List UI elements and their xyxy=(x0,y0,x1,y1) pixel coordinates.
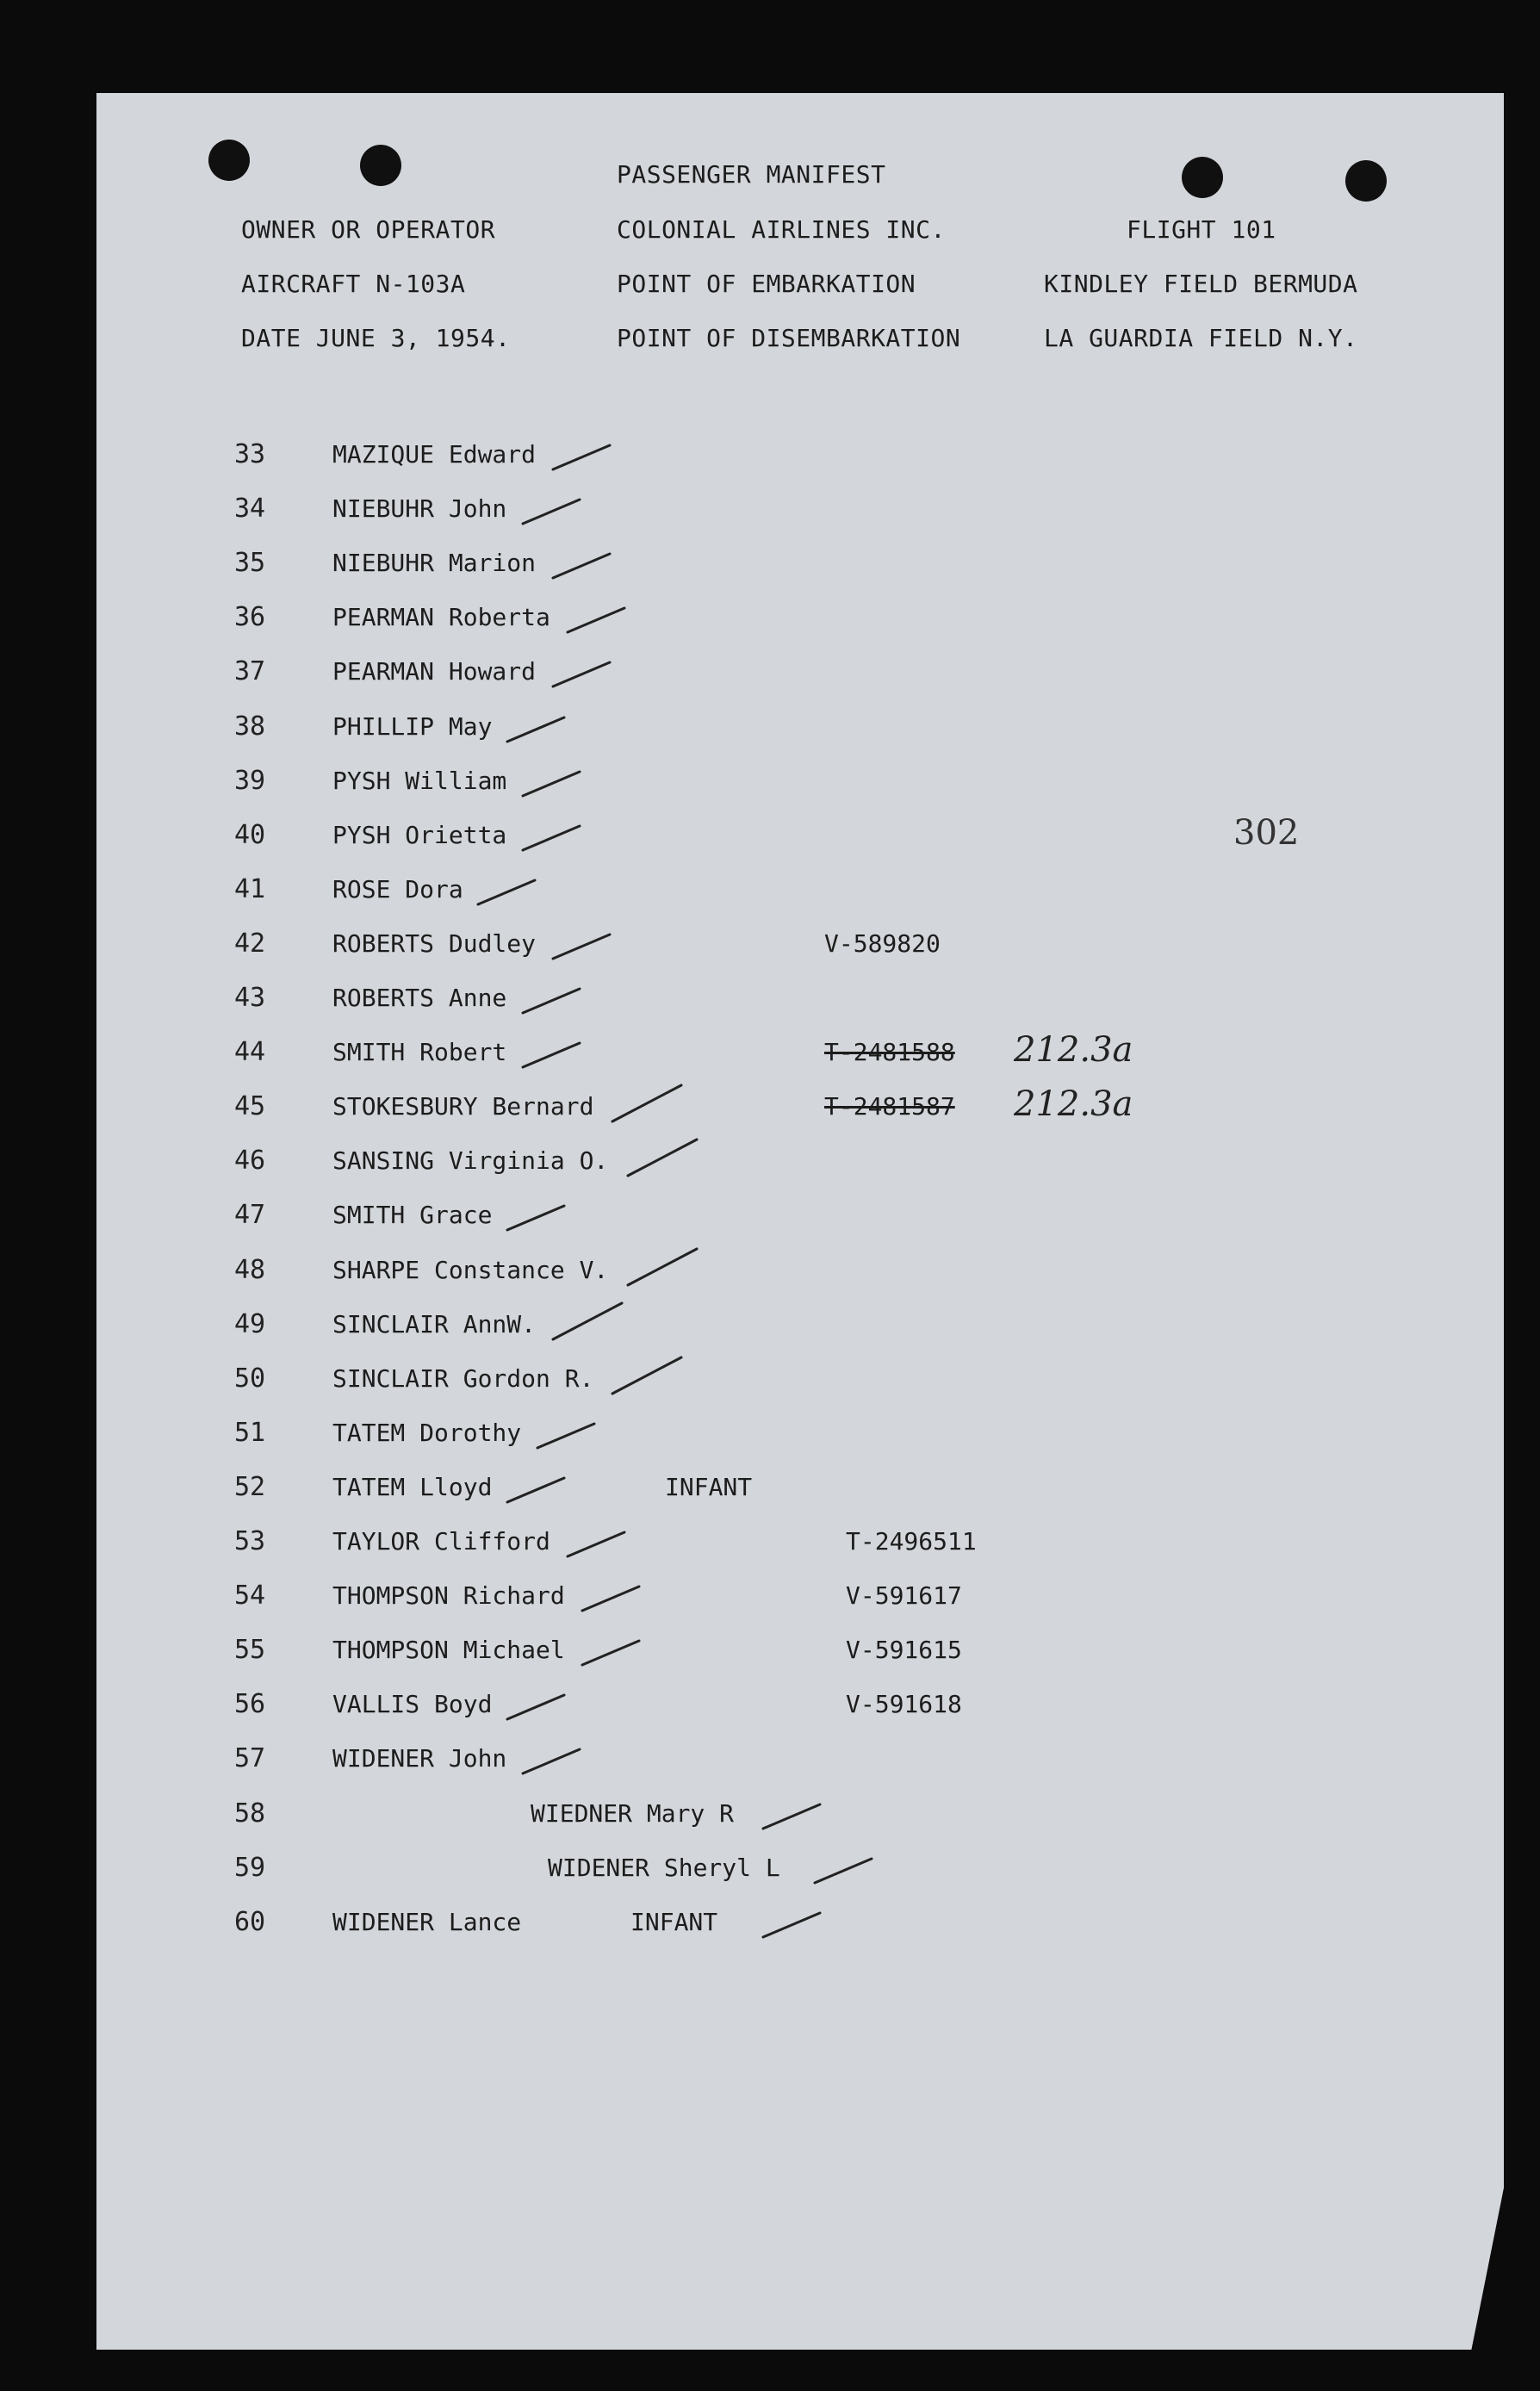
flight-number: FLIGHT 101 xyxy=(1127,215,1276,244)
check-mark-icon xyxy=(579,1624,656,1670)
table-row xyxy=(96,482,1504,536)
punch-hole-icon xyxy=(1182,157,1223,198)
check-mark-icon xyxy=(624,1244,702,1290)
ticket-number: T-2481588 xyxy=(824,1038,955,1067)
check-mark-icon xyxy=(564,591,642,637)
passenger-number: 59 xyxy=(234,1852,266,1883)
passenger-name: TATEM Lloyd xyxy=(332,1472,493,1501)
owner-value: COLONIAL AIRLINES INC. xyxy=(617,215,946,244)
passenger-number: 52 xyxy=(234,1471,266,1502)
check-mark-icon xyxy=(564,1515,642,1562)
passenger-name: SINCLAIR AnnW. xyxy=(332,1309,537,1338)
passenger-name: VALLIS Boyd xyxy=(332,1690,493,1719)
passenger-name: PYSH Orietta xyxy=(332,820,507,849)
table-row xyxy=(96,591,1504,644)
check-mark-icon xyxy=(519,755,597,801)
passenger-name: SINCLAIR Gordon R. xyxy=(332,1363,594,1393)
handwritten-code: 212.3a xyxy=(1014,1084,1133,1125)
check-mark-icon xyxy=(504,700,581,747)
punch-hole-icon xyxy=(360,145,401,186)
passenger-number: 40 xyxy=(234,819,266,850)
check-mark-icon xyxy=(550,917,627,964)
check-mark-icon xyxy=(504,1461,581,1507)
passenger-number: 36 xyxy=(234,602,266,633)
passenger-number: 58 xyxy=(234,1798,266,1829)
passenger-name: SANSING Virginia O. xyxy=(332,1146,609,1176)
table-row xyxy=(96,1352,1504,1406)
check-mark-icon xyxy=(519,1732,597,1779)
check-mark-icon xyxy=(760,1787,837,1834)
check-mark-icon xyxy=(579,1569,656,1616)
passenger-number: 39 xyxy=(234,765,266,796)
passenger-name: NIEBUHR Marion xyxy=(332,549,537,578)
check-mark-icon xyxy=(504,1678,581,1724)
table-row xyxy=(96,1461,1504,1514)
ticket-number: V-591617 xyxy=(846,1581,962,1611)
manifest-title: PASSENGER MANIFEST xyxy=(617,160,886,189)
table-row xyxy=(96,1298,1504,1351)
check-mark-icon xyxy=(504,1189,581,1235)
check-mark-icon xyxy=(624,1134,702,1181)
passenger-name: ROBERTS Dudley xyxy=(332,928,537,958)
passenger-number: 35 xyxy=(234,548,266,579)
manifest-page xyxy=(96,93,1504,2350)
passenger-number: 34 xyxy=(234,494,266,525)
disembarkation-label: POINT OF DISEMBARKATION xyxy=(617,324,961,352)
table-row xyxy=(96,1678,1504,1731)
aircraft: AIRCRAFT N-103A xyxy=(241,270,466,298)
passenger-note: INFANT xyxy=(665,1472,753,1501)
table-row xyxy=(96,917,1504,971)
handwritten-code: 212.3a xyxy=(1014,1030,1133,1071)
embarkation-value: KINDLEY FIELD BERMUDA xyxy=(1044,270,1358,298)
punch-hole-icon xyxy=(1345,160,1387,202)
passenger-name: PYSH William xyxy=(332,766,507,795)
passenger-number: 51 xyxy=(234,1417,266,1448)
passenger-number: 50 xyxy=(234,1363,266,1394)
table-row xyxy=(96,428,1504,481)
page-fold xyxy=(1471,2179,1506,2351)
check-mark-icon xyxy=(519,972,597,1018)
table-row xyxy=(96,1189,1504,1242)
passenger-note: INFANT xyxy=(630,1907,718,1936)
passenger-name: STOKESBURY Bernard xyxy=(332,1092,594,1121)
table-row xyxy=(96,863,1504,916)
check-mark-icon xyxy=(811,1841,889,1888)
check-mark-icon xyxy=(550,428,627,475)
passenger-number: 48 xyxy=(234,1254,266,1285)
check-mark-icon xyxy=(550,1298,627,1345)
table-row xyxy=(96,700,1504,754)
passenger-name: TAYLOR Clifford xyxy=(332,1527,550,1556)
passenger-name: WIEDNER Mary R xyxy=(531,1798,735,1828)
table-row xyxy=(96,1244,1504,1297)
passenger-number: 37 xyxy=(234,656,266,687)
passenger-name: SMITH Grace xyxy=(332,1201,493,1230)
table-row xyxy=(96,1134,1504,1188)
table-row xyxy=(96,1896,1504,1949)
check-mark-icon xyxy=(609,1080,686,1127)
passenger-name: MAZIQUE Edward xyxy=(332,440,537,469)
table-row xyxy=(96,645,1504,699)
passenger-name: PHILLIP May xyxy=(332,711,493,741)
ticket-number: V-589820 xyxy=(824,928,941,958)
table-row xyxy=(96,1732,1504,1785)
table-row xyxy=(96,537,1504,590)
table-row xyxy=(96,1569,1504,1623)
passenger-number: 55 xyxy=(234,1635,266,1666)
passenger-name: THOMPSON Michael xyxy=(332,1636,565,1665)
manifest-date: DATE JUNE 3, 1954. xyxy=(241,324,511,352)
check-mark-icon xyxy=(760,1896,837,1942)
table-row xyxy=(96,755,1504,808)
table-row xyxy=(96,1407,1504,1460)
table-row xyxy=(96,1080,1504,1133)
passenger-number: 44 xyxy=(234,1037,266,1068)
passenger-number: 56 xyxy=(234,1689,266,1720)
table-row xyxy=(96,1841,1504,1895)
passenger-name: PEARMAN Roberta xyxy=(332,603,550,632)
passenger-number: 47 xyxy=(234,1200,266,1231)
passenger-number: 42 xyxy=(234,928,266,959)
punch-hole-icon xyxy=(208,140,250,181)
passenger-number: 53 xyxy=(234,1526,266,1556)
table-row xyxy=(96,1515,1504,1568)
check-mark-icon xyxy=(550,537,627,583)
passenger-number: 41 xyxy=(234,873,266,904)
ticket-number: V-591618 xyxy=(846,1690,962,1719)
passenger-number: 60 xyxy=(234,1906,266,1937)
passenger-name: ROBERTS Anne xyxy=(332,984,507,1012)
passenger-name: TATEM Dorothy xyxy=(332,1418,522,1447)
passenger-number: 46 xyxy=(234,1146,266,1177)
table-row xyxy=(96,1026,1504,1079)
check-mark-icon xyxy=(519,482,597,529)
embarkation-label: POINT OF EMBARKATION xyxy=(617,270,916,298)
check-mark-icon xyxy=(550,645,627,692)
table-row xyxy=(96,1787,1504,1841)
passenger-number: 43 xyxy=(234,983,266,1013)
passenger-number: 45 xyxy=(234,1091,266,1122)
table-row xyxy=(96,1624,1504,1677)
passenger-name: ROSE Dora xyxy=(332,874,463,904)
ticket-number: V-591615 xyxy=(846,1636,962,1665)
passenger-name: WIDENER John xyxy=(332,1744,507,1773)
check-mark-icon xyxy=(519,809,597,855)
passenger-number: 57 xyxy=(234,1743,266,1774)
owner-label: OWNER OR OPERATOR xyxy=(241,215,496,244)
check-mark-icon xyxy=(519,1026,597,1072)
ticket-number: T-2496511 xyxy=(846,1527,977,1556)
passenger-name: WIDENER Lance xyxy=(332,1907,522,1936)
passenger-number: 33 xyxy=(234,439,266,469)
passenger-number: 38 xyxy=(234,711,266,742)
passenger-number: 49 xyxy=(234,1308,266,1339)
passenger-name: THOMPSON Richard xyxy=(332,1581,565,1611)
passenger-name: WIDENER Sheryl L xyxy=(548,1853,780,1882)
passenger-name: PEARMAN Howard xyxy=(332,657,537,686)
disembarkation-value: LA GUARDIA FIELD N.Y. xyxy=(1044,324,1358,352)
passenger-name: SHARPE Constance V. xyxy=(332,1255,609,1284)
passenger-number: 54 xyxy=(234,1581,266,1612)
page-number-stamp: 302 xyxy=(1233,813,1300,853)
table-row xyxy=(96,972,1504,1025)
check-mark-icon xyxy=(609,1352,686,1399)
check-mark-icon xyxy=(534,1407,612,1453)
check-mark-icon xyxy=(475,863,552,910)
table-row xyxy=(96,809,1504,862)
passenger-name: NIEBUHR John xyxy=(332,494,507,524)
passenger-name: SMITH Robert xyxy=(332,1038,507,1067)
ticket-number: T-2481587 xyxy=(824,1092,955,1121)
